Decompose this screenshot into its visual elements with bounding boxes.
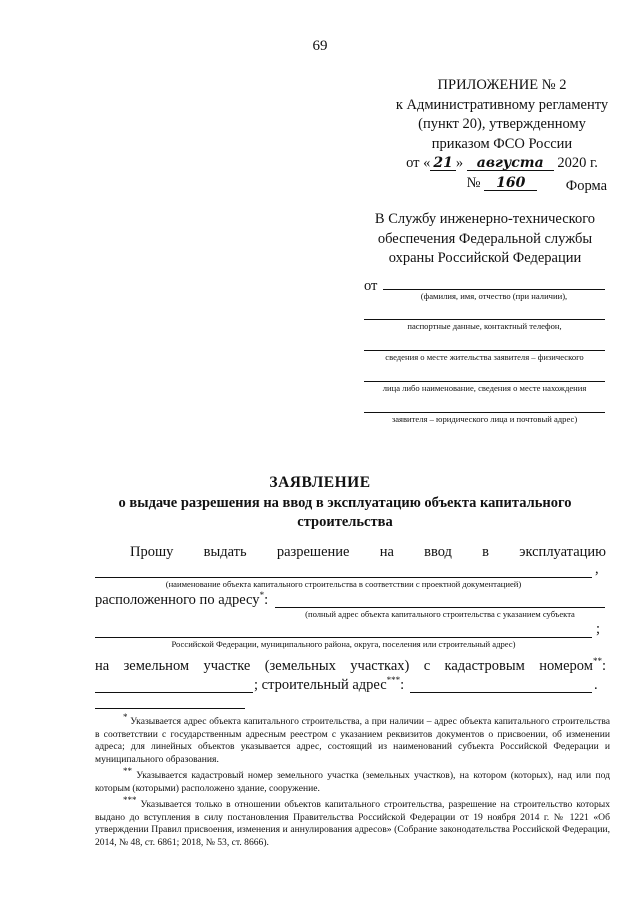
document-title: ЗАЯВЛЕНИЕ bbox=[269, 474, 371, 491]
request-word-3: разрешение bbox=[276, 544, 350, 560]
cadastral-label: номером bbox=[539, 658, 593, 674]
building-address-block bbox=[254, 677, 404, 694]
from-hint-5: заявителя – юридического лица и почтовый адрес) bbox=[391, 414, 578, 424]
address-line-2[interactable] bbox=[95, 637, 592, 638]
footnote-1-text: Указывается адрес объекта капитального строительства, а при наличии – адрес объекта капитального строительства в соответствии с государственным адресным реестром с указанием реквизитов документов о присвоении, об изменении адреса; для линейных объектов указывается адрес, состоящий из наименований субъекта Российской Федерации и муниципального образования. bbox=[95, 716, 611, 765]
footnote-1-mark: * bbox=[123, 711, 128, 722]
from-hint-4: лица либо наименование, сведения о месте нахождения bbox=[382, 383, 587, 393]
request-word-6: в bbox=[482, 544, 489, 560]
appendix-block bbox=[372, 76, 632, 193]
land-word-2: земельном bbox=[123, 658, 190, 674]
footnote-1 bbox=[95, 711, 611, 766]
from-fill-line-4[interactable] bbox=[364, 381, 605, 382]
date-month: августа bbox=[467, 156, 554, 171]
located-line bbox=[95, 592, 268, 609]
footnote-separator bbox=[95, 708, 245, 709]
from-label: от bbox=[364, 278, 378, 294]
building-address-line[interactable] bbox=[410, 692, 592, 693]
footnote-3-text: Указывается только в отношении объектов капитального строительства, разрешение на строительство которых выдано до вступления в силу постановления Правительства Российской Федерации от 19 ноября 2014 г. № 1221 «Об утверждении Правил присвоения, изменения и аннулирования адресов» (Собрание законодательства Российской Федерации, 2014, № 48, ст. 6861; 2018, № 53, ст. 8666). bbox=[95, 799, 610, 848]
request-word-4: на bbox=[379, 544, 394, 560]
date-mid: » bbox=[455, 155, 464, 171]
cadastral-number-line[interactable] bbox=[95, 692, 253, 693]
from-fill-line-1[interactable] bbox=[383, 289, 605, 290]
addressee-block bbox=[360, 210, 610, 269]
from-hint-2: паспортные данные, контактный телефон, bbox=[407, 321, 562, 331]
footnote-3-mark: *** bbox=[123, 794, 137, 805]
date-prefix: от « bbox=[406, 155, 431, 171]
footnote-mark-2: ** bbox=[592, 656, 602, 667]
located-colon: : bbox=[264, 592, 269, 608]
footnote-2-text: Указывается кадастровый номер земельного участка (земельных участков), на котором (которых), над или под которым (которыми) расположено здание, сооружение. bbox=[95, 770, 610, 794]
address-hint-2: Российской Федерации, муниципального района, округа, поселения или строительный адрес) bbox=[171, 639, 516, 649]
form-label: Форма bbox=[565, 178, 607, 194]
page-number: 69 bbox=[312, 38, 328, 54]
located-label: расположенного по адресу bbox=[95, 592, 260, 608]
address-hint-1: (полный адрес объекта капитального строительства с указанием субъекта bbox=[305, 609, 575, 619]
request-word-2: выдать bbox=[203, 544, 247, 560]
land-word-5: участках) bbox=[350, 658, 410, 674]
request-word-1: Прошу bbox=[130, 544, 174, 560]
request-word-7: эксплуатацию bbox=[519, 544, 606, 560]
appendix-line-3: (пункт 20), утвержденному bbox=[418, 116, 586, 132]
footnote-3 bbox=[95, 794, 610, 849]
addressee-line-2: обеспечения Федеральной службы bbox=[377, 230, 593, 247]
from-hint-1: (фамилия, имя, отчество (при наличии), bbox=[420, 291, 568, 301]
land-word-1: на bbox=[95, 658, 110, 674]
from-fill-line-2[interactable] bbox=[364, 319, 605, 320]
date-year: 2020 г. bbox=[557, 155, 598, 171]
land-word-7: кадастровым bbox=[444, 658, 525, 674]
from-fill-line-5[interactable] bbox=[364, 412, 605, 413]
footnote-mark-1: * bbox=[259, 590, 265, 601]
land-word-8 bbox=[539, 658, 606, 675]
footnote-2 bbox=[95, 765, 610, 795]
address-line-1[interactable] bbox=[275, 607, 605, 608]
addressee-line-3: охраны Российской Федерации bbox=[388, 250, 582, 266]
document-subtitle: о выдаче разрешения на ввод в эксплуатацию объекта капитального строительства bbox=[118, 495, 572, 530]
land-plot-line bbox=[95, 658, 606, 675]
object-name-line[interactable] bbox=[95, 577, 592, 578]
building-address-label: ; строительный адрес bbox=[254, 677, 387, 693]
appendix-title: ПРИЛОЖЕНИЕ № 2 bbox=[437, 77, 567, 93]
building-address-period: . bbox=[594, 677, 598, 693]
date-day: 21 bbox=[430, 156, 455, 171]
land-word-3: участке bbox=[203, 658, 251, 674]
building-colon: : bbox=[400, 677, 405, 693]
appendix-line-4: приказом ФСО России bbox=[431, 135, 573, 152]
address-semicolon: ; bbox=[596, 621, 601, 637]
appendix-date bbox=[372, 154, 632, 174]
object-name-hint: (наименование объекта капитального строительства в соответствии с проектной документацией) bbox=[165, 579, 522, 589]
request-line bbox=[130, 544, 606, 561]
object-name-comma: , bbox=[595, 561, 599, 577]
footnote-mark-3: *** bbox=[386, 675, 401, 686]
from-fill-line-3[interactable] bbox=[364, 350, 605, 351]
footnote-2-mark: ** bbox=[123, 765, 132, 776]
land-word-6: с bbox=[423, 658, 431, 674]
appendix-line-2: к Административному регламенту bbox=[395, 96, 609, 113]
land-colon: : bbox=[601, 658, 606, 674]
from-hint-3: сведения о месте жительства заявителя – физического bbox=[385, 352, 584, 362]
land-word-4: (земельных bbox=[264, 658, 336, 674]
number-prefix: № bbox=[466, 174, 481, 191]
addressee-line-1: В Службу инженерно-технического bbox=[374, 211, 596, 227]
request-word-5: ввод bbox=[424, 544, 452, 560]
number-value: 160 bbox=[484, 176, 537, 191]
